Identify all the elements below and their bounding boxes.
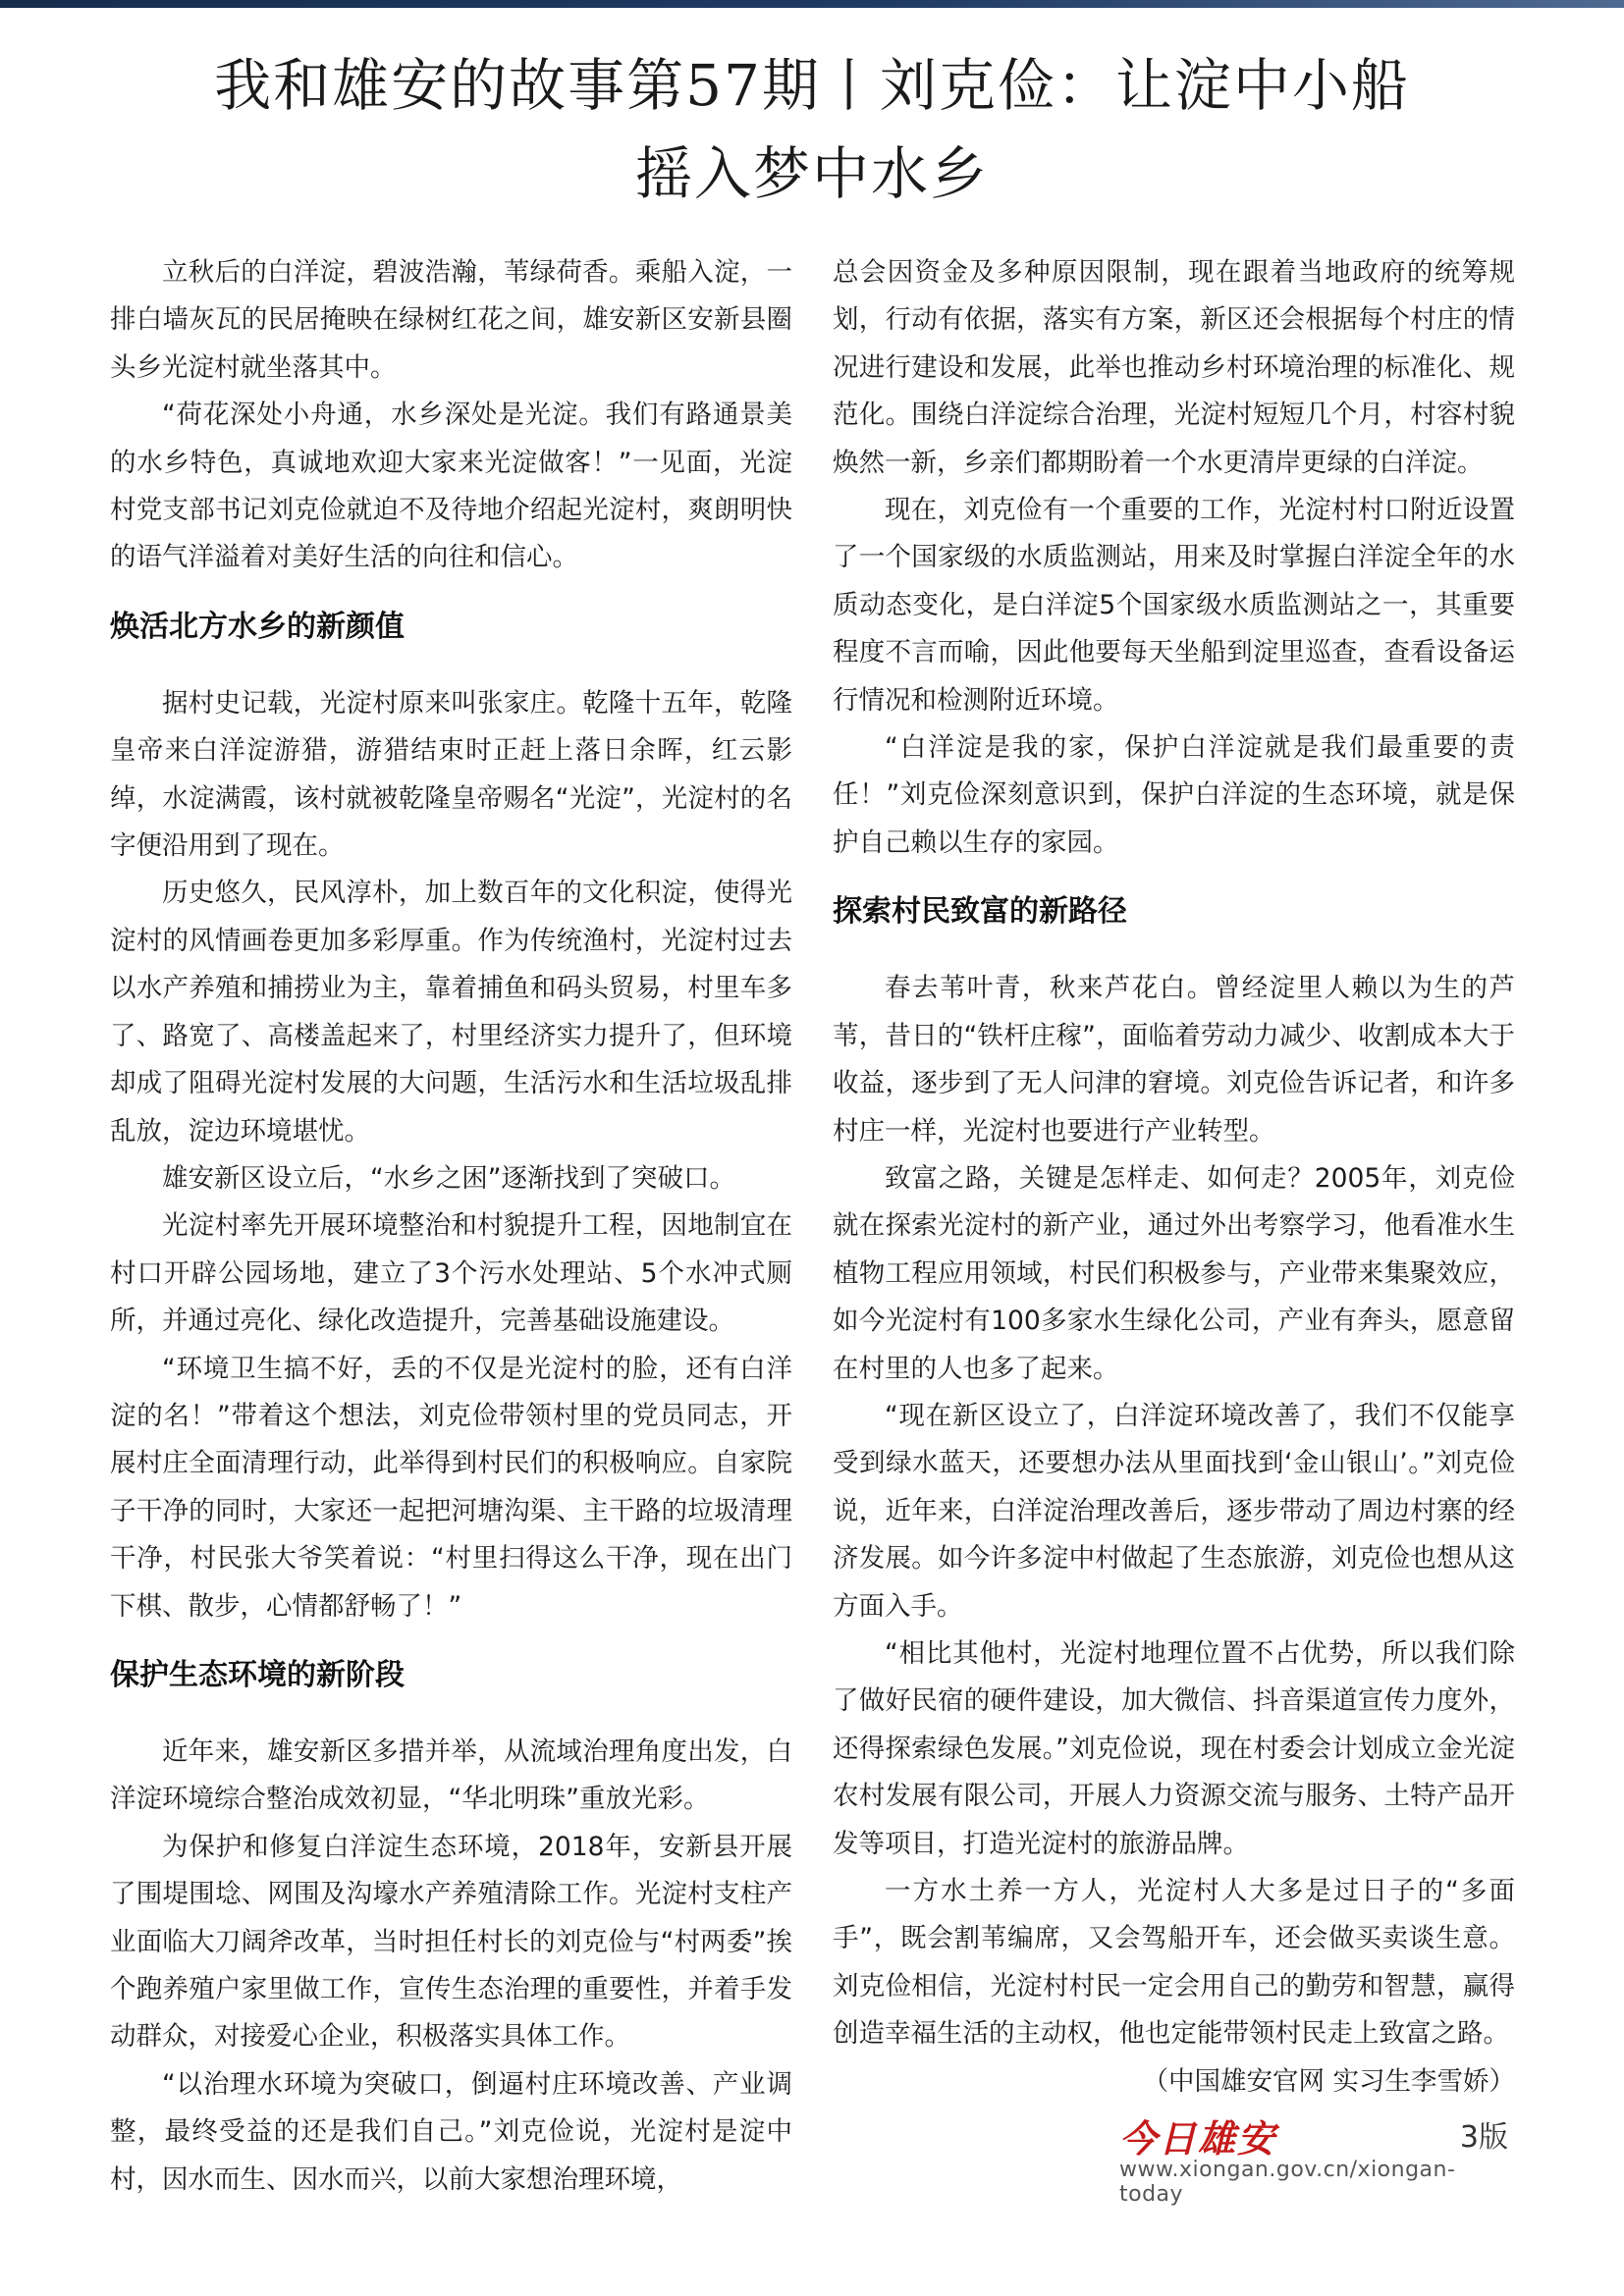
- publication-logo: 今日雄安: [1119, 2116, 1277, 2161]
- paragraph: 雄安新区设立后，“水乡之困”逐渐找到了突破口。: [162, 1162, 735, 1194]
- article-title: [79, 41, 1545, 218]
- top-banner-bar: [0, 0, 1624, 8]
- paragraph: 光淀村率先开展环境整治和村貌提升工程，因地制宜在村口开辟公园场地，建立了3个污水处理站、5个水冲式厕所，并通过亮化、绿化改造提升，完善基础设施建设。: [110, 1210, 792, 1337]
- paragraph: “现在新区设立了，白洋淀环境改善了，我们不仅能享受到绿水蓝天，还要想办法从里面找到‘金山银山’。”刘克俭说，近年来，白洋淀治理改善后，逐步带动了周边村寨的经济发展。如今许多淀中村做起了生态旅游，刘克俭也想从这方面入手。: [833, 1400, 1515, 1622]
- footer-url: www.xiongan.gov.cn/xiongan-today: [1119, 2158, 1456, 2207]
- section-heading: 焕活北方水乡的新颜值: [110, 609, 405, 644]
- paragraph: 现在，刘克俭有一个重要的工作，光淀村村口附近设置了一个国家级的水质监测站，用来及时掌握白洋淀全年的水质动态变化，是白洋淀5个国家级水质监测站之一，其重要程度不言而喻，因此他要每天坐船到淀里巡查，查看设备运行情况和检测附近环境。: [833, 495, 1515, 716]
- paragraph: 近年来，雄安新区多措并举，从流域治理角度出发，白洋淀环境综合整治成效初显，“华北明珠”重放光彩。: [110, 1735, 792, 1815]
- paragraph: “以治理水环境为突破口，倒逼村庄环境改善、产业调整，最终受益的还是我们自己。”刘克俭说，光淀村是淀中村，因水而生、因水而兴，以前大家想治理环境，: [110, 2068, 792, 2195]
- paragraph: 据村史记载，光淀村原来叫张家庄。乾隆十五年，乾隆皇帝来白洋淀游猎，游猎结束时正赶上落日余晖，红云影绰，水淀满霞，该村就被乾隆皇帝赐名“光淀”，光淀村的名字便沿用到了现在。: [110, 687, 792, 862]
- paragraph: 致富之路，关键是怎样走、如何走？2005年，刘克俭就在探索光淀村的新产业，通过外出考察学习，他看准水生植物工程应用领域，村民们积极参与，产业带来集聚效应，如今光淀村有100多家水生绿化公司，产业有奔头，愿意留在村里的人也多了起来。: [833, 1162, 1515, 1384]
- paragraph: 历史悠久，民风淳朴，加上数百年的文化积淀，使得光淀村的风情画卷更加多彩厚重。作为传统渔村，光淀村过去以水产养殖和捕捞业为主，靠着捕鱼和码头贸易，村里车多了、路宽了、高楼盖起来了，村里经济实力提升了，但环境却成了阻碍光淀村发展的大问题，生活污水和生活垃圾乱排乱放，淀边环境堪忧。: [110, 878, 792, 1147]
- paragraph: 春去苇叶青，秋来芦花白。曾经淀里人赖以为生的芦苇，昔日的“铁杆庄稼”，面临着劳动力减少、收割成本大于收益，逐步到了无人问津的窘境。刘克俭告诉记者，和许多村庄一样，光淀村也要进行产业转型。: [833, 973, 1515, 1147]
- paragraph: “荷花深处小舟通，水乡深处是光淀。我们有路通景美的水乡特色，真诚地欢迎大家来光淀做客！”一见面，光淀村党支部书记刘克俭就迫不及待地介绍起光淀村，爽朗明快的语气洋溢着对美好生活的向往和信心。: [110, 400, 792, 573]
- right-column: [833, 249, 1515, 2106]
- paragraph: 总会因资金及多种原因限制，现在跟着当地政府的统筹规划，行动有依据，落实有方案，新区还会根据每个村庄的情况进行建设和发展，此举也推动乡村环境治理的标准化、规范化。围绕白洋淀综合治理，光淀村短短几个月，村容村貌焕然一新，乡亲们都期盼着一个水更清岸更绿的白洋淀。: [833, 257, 1515, 478]
- article-source: （中国雄安官网 实习生李雪娇）: [1142, 2065, 1515, 2097]
- article-title-line-1: 我和雄安的故事第57期丨刘克俭：让淀中小船: [214, 52, 1410, 119]
- left-column: [110, 249, 792, 2204]
- page-number: 3版: [1459, 2120, 1508, 2155]
- paragraph: 立秋后的白洋淀，碧波浩瀚，苇绿荷香。乘船入淀，一排白墙灰瓦的民居掩映在绿树红花之间，雄安新区安新县圈头乡光淀村就坐落其中。: [110, 257, 792, 383]
- section-heading: 探索村民致富的新路径: [833, 894, 1127, 930]
- paragraph: “环境卫生搞不好，丢的不仅是光淀村的脸，还有白洋淀的名！”带着这个想法，刘克俭带领村里的党员同志，开展村庄全面清理行动，此举得到村民们的积极响应。自家院子干净的同时，大家还一起把河塘沟渠、主干路的垃圾清理干净，村民张大爷笑着说：“村里扫得这么干净，现在出门下棋、散步，心情都舒畅了！”: [110, 1353, 792, 1622]
- paragraph: 为保护和修复白洋淀生态环境，2018年，安新县开展了围堤围埝、网围及沟壕水产养殖清除工作。光淀村支柱产业面临大刀阔斧改革，当时担任村长的刘克俭与“村两委”挨个跑养殖户家里做工作，宣传生态治理的重要性，并着手发动群众，对接爱心企业，积极落实具体工作。: [110, 1831, 792, 2053]
- page-footer: [1119, 2109, 1512, 2207]
- closing-paragraph-text: 一方水土养一方人，光淀村人大多是过日子的“多面手”，既会割苇编席，又会驾船开车，还会做买卖谈生意。刘克俭相信，光淀村村民一定会用自己的勤劳和智慧，赢得创造幸福生活的主动权，他也定能带领村民走上致富之路。: [833, 1876, 1515, 2050]
- paragraph: “白洋淀是我的家，保护白洋淀就是我们最重要的责任！”刘克俭深刻意识到，保护白洋淀的生态环境，就是保护自己赖以生存的家园。: [833, 732, 1515, 858]
- section-heading: 保护生态环境的新阶段: [110, 1657, 405, 1692]
- paragraph: “相比其他村，光淀村地理位置不占优势，所以我们除了做好民宿的硬件建设，加大微信、抖音渠道宣传力度外，还得探索绿色发展。”刘克俭说，现在村委会计划成立金光淀农村发展有限公司，开展人力资源交流与服务、土特产品开发等项目，打造光淀村的旅游品牌。: [833, 1637, 1515, 1859]
- article-title-line-2: 摇入梦中水乡: [634, 140, 989, 207]
- paragraph: [833, 1868, 1515, 2097]
